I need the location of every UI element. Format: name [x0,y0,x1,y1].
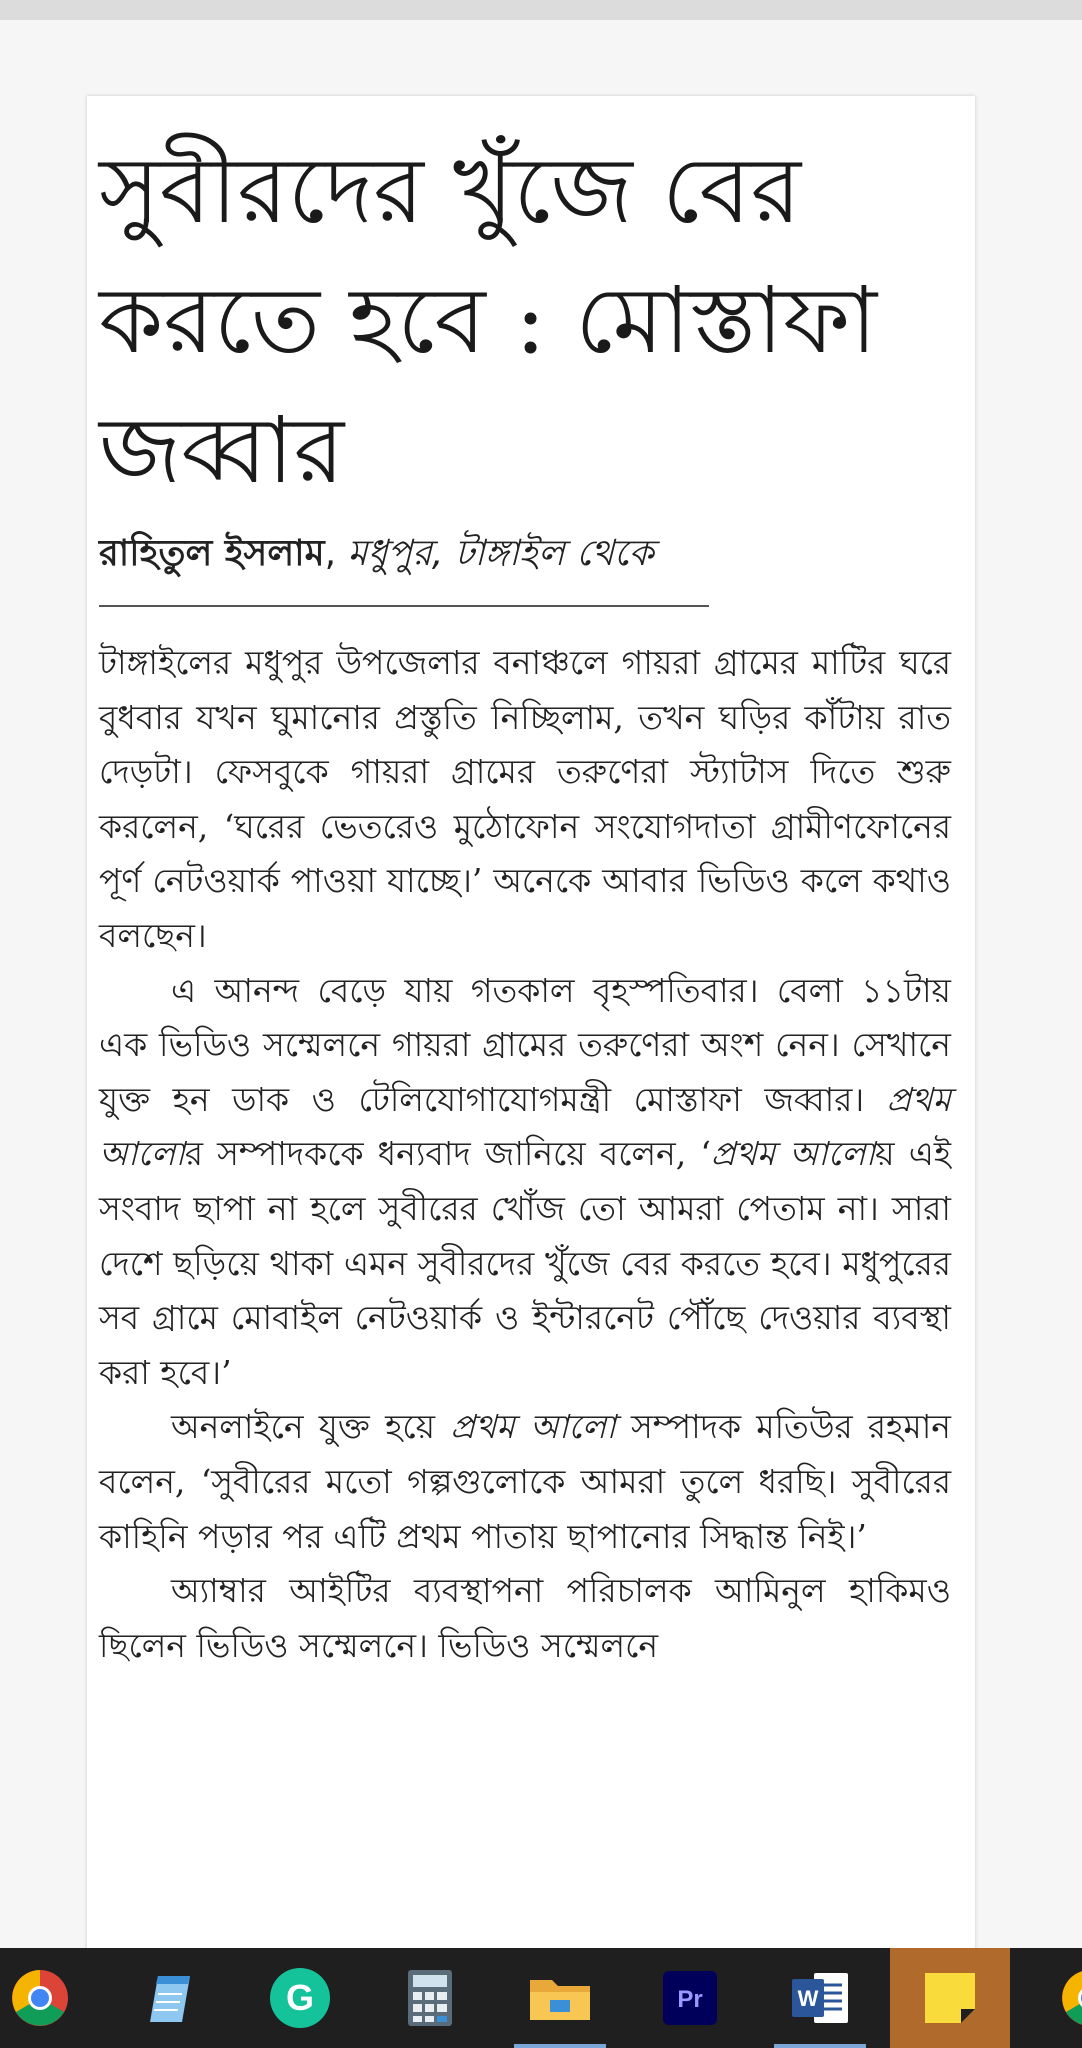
paragraph-2-part-c: য় এই সংবাদ ছাপা না হলে সুবীরের খোঁজ তো আমরা পেতাম না। সারা দেশে ছড়িয়ে থাকা এমন সুবীরদের খুঁজে বের করতে হবে। মধুপুরের সব গ্রামে মোবাইল নেটওয়ার্ক ও ইন্টারনেট পৌঁছে দেওয়ার ব্যবস্থা করা হবে।’ [99,1134,951,1392]
taskbar-file-explorer[interactable] [500,1948,620,2048]
article-card [87,96,975,1960]
byline [99,526,654,586]
grammarly-icon [269,1967,331,2029]
running-indicator [514,2044,606,2048]
paragraph-2-part-b: র সম্পাদককে ধন্যবাদ জানিয়ে বলেন, ‘ [184,1134,711,1174]
byline-separator: , [324,533,348,574]
taskbar-calculator[interactable] [370,1948,490,2048]
newspaper-name: প্রথম আলো [99,1079,951,1174]
word-icon [790,1971,850,2025]
taskbar-sticky-notes[interactable] [890,1948,1010,2048]
article-body [99,636,951,1673]
taskbar-grammarly[interactable] [240,1948,360,2048]
top-strip [0,0,1082,20]
grammarly-letter: G [285,1977,315,2018]
running-indicator [774,2044,866,2048]
newspaper-name: প্রথম আলো [710,1134,876,1174]
paragraph-4: অ্যাম্বার আইটির ব্যবস্থাপনা পরিচালক আমিনুল হাকিমও ছিলেন ভিডিও সম্মেলনে। ভিডিও সম্মেলনে [99,1571,951,1665]
chrome-icon [10,1968,70,2028]
taskbar-chrome[interactable] [0,1948,100,2048]
taskbar [0,1948,1082,2048]
paragraph-2 [99,964,951,1401]
paragraph-1: টাঙ্গাইলের মধুপুর উপজেলার বনাঞ্চলে গায়রা গ্রামের মাটির ঘরে বুধবার যখন ঘুমানোর প্রস্তুতি নিচ্ছিলাম, তখন ঘড়ির কাঁটায় রাত দেড়টা। ফেসবুকে গায়রা গ্রামের তরুণেরা স্ট্যাটাস দিতে শুরু করলেন, ‘ঘরের ভেতরেও মুঠোফোন সংযোগদাতা গ্রামীণফোনের পূর্ণ নেটওয়ার্ক পাওয়া যাচ্ছে।’ অনেকে আবার ভিডিও কলে কথাও বলছেন। [99,643,951,955]
premiere-label: Pr [677,1986,703,2013]
taskbar-premiere[interactable] [630,1948,750,2048]
taskbar-word[interactable] [760,1948,880,2048]
file-explorer-icon [528,1972,592,2024]
byline-divider [99,605,709,607]
paragraph-2-part-a: এ আনন্দ বেড়ে যায় গতকাল বৃহস্পতিবার। বেলা ১১টায় এক ভিডিও সম্মেলনে গায়রা গ্রামের তরুণেরা অংশ নেন। সেখানে যুক্ত হন ডাক ও টেলিযোগাযোগমন্ত্রী মোস্তাফা জব্বার। [99,970,951,1119]
paragraph-3-part-a: অনলাইনে যুক্ত হয়ে [171,1407,451,1447]
notepad-icon [144,1970,196,2026]
word-letter: W [797,1986,819,2011]
newspaper-name: প্রথম আলো [450,1407,616,1447]
premiere-icon [662,1970,718,2026]
taskbar-chrome-2[interactable] [1030,1948,1082,2048]
headline: সুবীরদের খুঁজে বের করতে হবে : মোস্তাফা জব্বার [99,137,878,504]
chrome-icon [1060,1968,1082,2028]
calculator-icon [407,1969,453,2027]
paragraph-3-part-b: সম্পাদক মতিউর রহমান বলেন, ‘সুবীরের মতো গল্পগুলোকে আমরা তুলে ধরছি। সুবীরের কাহিনি পড়ার পর এটি প্রথম পাতায় ছাপানোর সিদ্ধান্ত নিই।’ [99,1407,951,1556]
paragraph-3 [99,1400,951,1564]
sticky-notes-icon [923,1971,977,2025]
byline-author: রাহিতুল ইসলাম [99,533,325,574]
taskbar-notepad[interactable] [110,1948,230,2048]
byline-location: মধুপুর, টাঙ্গাইল থেকে [347,533,654,574]
